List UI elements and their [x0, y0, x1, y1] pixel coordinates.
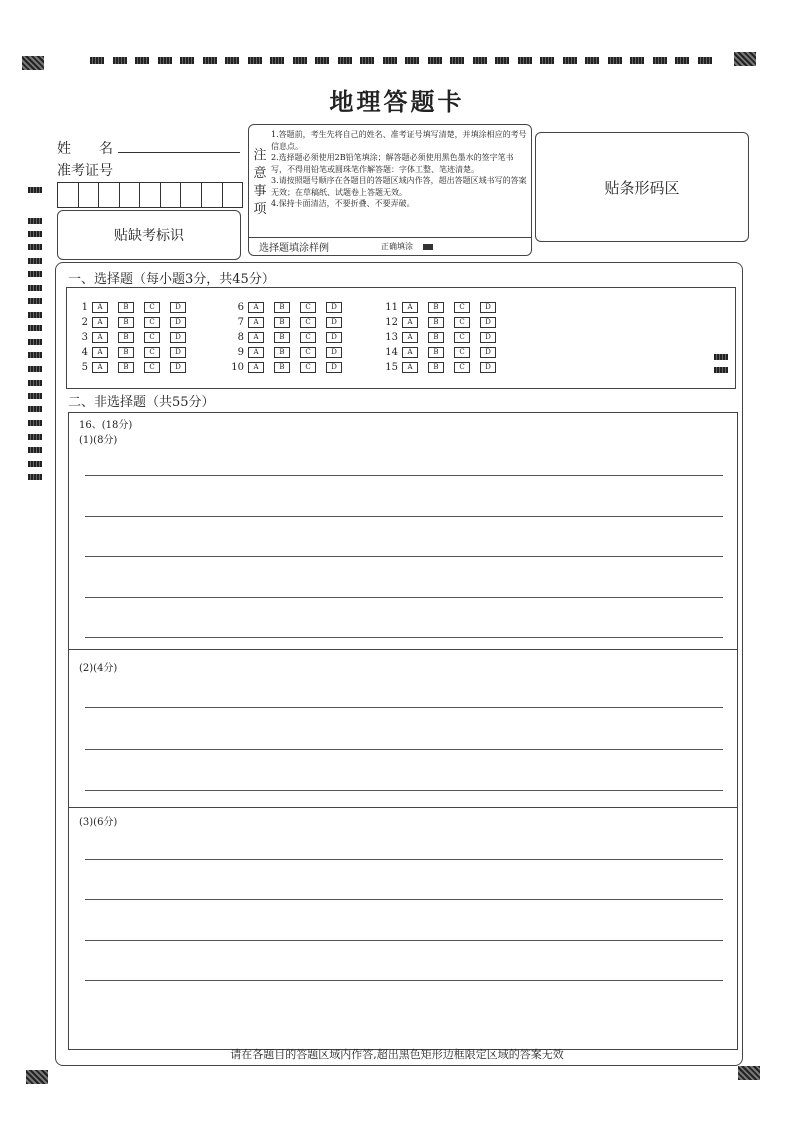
exam-digit-box[interactable] [202, 183, 223, 207]
option-bubble-d[interactable]: D [326, 362, 342, 373]
sub-divider [69, 807, 737, 808]
option-bubble-c[interactable]: C [300, 332, 316, 343]
corner-mark-top-right [734, 52, 756, 66]
exam-digit-box[interactable] [181, 183, 202, 207]
timing-mark [28, 325, 42, 331]
exam-digit-box[interactable] [79, 183, 100, 207]
option-bubble-c[interactable]: C [454, 332, 470, 343]
name-label: 姓 名 [57, 141, 113, 157]
question-number: 2 [81, 316, 88, 328]
option-bubble-c[interactable]: C [144, 332, 160, 343]
option-bubble-b[interactable]: B [118, 347, 134, 358]
notes-box [248, 124, 532, 256]
option-bubble-a[interactable]: A [92, 332, 108, 343]
timing-mark [563, 57, 577, 64]
timing-mark [28, 461, 42, 467]
question-number: 5 [81, 361, 88, 373]
sample-label: 选择题填涂样例 [259, 243, 329, 254]
answer-line [85, 899, 723, 900]
note-item: 3.请按照题号顺序在各题目的答题区域内作答，超出答题区域书写的答案无效；在草稿纸、试题卷上答题无效。 [271, 176, 527, 197]
choice-question-1 [70, 301, 196, 313]
option-bubble-c[interactable]: C [144, 347, 160, 358]
choice-question-6 [226, 301, 352, 313]
timing-mark [585, 57, 599, 64]
exam-digit-box[interactable] [223, 183, 243, 207]
timing-mark [28, 380, 42, 386]
note-item: 4.保持卡面清洁，不要折叠、不要弄破。 [271, 199, 415, 208]
option-bubble-c[interactable]: C [454, 347, 470, 358]
timing-mark [248, 57, 262, 64]
timing-mark [338, 57, 352, 64]
choice-question-3 [70, 331, 196, 343]
option-bubble-a[interactable]: A [402, 347, 418, 358]
timing-mark [653, 57, 667, 64]
option-bubble-a[interactable]: A [248, 317, 264, 328]
barcode-area [535, 132, 749, 242]
choice-question-9 [226, 346, 352, 358]
option-bubble-d[interactable]: D [170, 332, 186, 343]
option-bubble-d[interactable]: D [326, 347, 342, 358]
option-bubble-b[interactable]: B [274, 362, 290, 373]
note-item: 2.选择题必须使用2B铅笔填涂；解答题必须使用黑色墨水的签字笔书写，不得用铅笔或圆珠笔作解答题：字体工整、笔迹清楚。 [271, 153, 514, 174]
filled-sample-mark [423, 244, 433, 250]
option-bubble-c[interactable]: C [454, 362, 470, 373]
question-number: 7 [237, 316, 244, 328]
timing-mark [28, 447, 42, 453]
option-bubble-c[interactable]: C [144, 302, 160, 313]
corner-mark-top-left [22, 56, 44, 70]
question-number: 3 [81, 331, 88, 343]
timing-mark [28, 312, 42, 318]
sub3-label: (3)(6分) [79, 817, 118, 828]
option-bubble-b[interactable]: B [274, 332, 290, 343]
timing-mark [28, 187, 42, 193]
option-bubble-b[interactable]: B [274, 317, 290, 328]
timing-mark [28, 434, 42, 440]
option-bubble-a[interactable]: A [92, 362, 108, 373]
timing-mark [360, 57, 374, 64]
option-bubble-a[interactable]: A [92, 347, 108, 358]
choice-question-7 [226, 316, 352, 328]
question-number: 12 [385, 316, 398, 328]
notes-list [271, 129, 527, 210]
option-bubble-d[interactable]: D [326, 302, 342, 313]
note-item: 1.答题前，考生先将自己的姓名、准考证号填写清楚，并填涂相应的考号信息点。 [271, 130, 527, 151]
answer-line [85, 980, 723, 981]
answer-line [85, 597, 723, 598]
answer-line [85, 556, 723, 557]
question-number: 1 [81, 301, 88, 313]
option-bubble-c[interactable]: C [300, 362, 316, 373]
answer-line [85, 940, 723, 941]
answer-line [85, 516, 723, 517]
question-number: 11 [385, 301, 398, 313]
notes-label: 注意事项 [253, 148, 267, 217]
option-bubble-d[interactable]: D [170, 362, 186, 373]
corner-mark-bottom-right [738, 1066, 760, 1080]
option-bubble-d[interactable]: D [326, 332, 342, 343]
exam-number-boxes[interactable] [57, 182, 243, 208]
option-bubble-a[interactable]: A [248, 362, 264, 373]
q16-label: 16、(18分) [79, 420, 133, 431]
option-bubble-b[interactable]: B [274, 302, 290, 313]
timing-mark [225, 57, 239, 64]
option-bubble-c[interactable]: C [454, 302, 470, 313]
option-bubble-c[interactable]: C [300, 302, 316, 313]
timing-mark [473, 57, 487, 64]
option-bubble-a[interactable]: A [402, 362, 418, 373]
timing-mark [28, 406, 42, 412]
section2-title: 二、非选择题（共55分） [68, 395, 215, 410]
option-bubble-b[interactable]: B [428, 362, 444, 373]
timing-mark [495, 57, 509, 64]
timing-mark [270, 57, 284, 64]
sub2-label: (2)(4分) [79, 663, 118, 674]
choice-question-15 [380, 361, 506, 373]
choice-question-4 [70, 346, 196, 358]
option-bubble-d[interactable]: D [326, 317, 342, 328]
timing-mark [28, 244, 42, 250]
timing-mark [28, 474, 42, 480]
option-bubble-b[interactable]: B [118, 317, 134, 328]
exam-digit-box[interactable] [161, 183, 182, 207]
option-bubble-d[interactable]: D [480, 302, 496, 313]
option-bubble-a[interactable]: A [248, 302, 264, 313]
timing-mark [383, 57, 397, 64]
timing-mark [28, 258, 42, 264]
question-number: 4 [81, 346, 88, 358]
corner-mark-bottom-left [26, 1070, 48, 1084]
question-number: 10 [231, 361, 244, 373]
answer-line [85, 707, 723, 708]
timing-mark [675, 57, 689, 64]
option-bubble-d[interactable]: D [480, 317, 496, 328]
timing-mark [698, 57, 712, 64]
option-bubble-d[interactable]: D [170, 317, 186, 328]
option-bubble-a[interactable]: A [402, 332, 418, 343]
fill-sample-bar [249, 237, 531, 255]
option-bubble-d[interactable]: D [170, 347, 186, 358]
option-bubble-b[interactable]: B [428, 332, 444, 343]
option-bubble-d[interactable]: D [480, 332, 496, 343]
timing-mark [315, 57, 329, 64]
choice-question-5 [70, 361, 196, 373]
option-bubble-b[interactable]: B [118, 332, 134, 343]
option-bubble-b[interactable]: B [274, 347, 290, 358]
timing-mark [630, 57, 644, 64]
option-bubble-c[interactable]: C [300, 317, 316, 328]
timing-mark [428, 57, 442, 64]
question-number: 9 [237, 346, 244, 358]
answer-line [85, 790, 723, 791]
timing-mark [158, 57, 172, 64]
option-bubble-a[interactable]: A [248, 347, 264, 358]
question-number: 14 [385, 346, 398, 358]
choice-question-2 [70, 316, 196, 328]
sub1-label: (1)(8分) [79, 435, 118, 446]
option-bubble-b[interactable]: B [428, 317, 444, 328]
barcode-label: 贴条形码区 [604, 178, 680, 197]
timing-mark [113, 57, 127, 64]
choice-question-8 [226, 331, 352, 343]
option-bubble-a[interactable]: A [92, 302, 108, 313]
option-bubble-d[interactable]: D [480, 347, 496, 358]
question-number: 15 [385, 361, 398, 373]
timing-mark [28, 231, 42, 237]
section1-title: 一、选择题（每小题3分，共45分） [68, 272, 275, 287]
answer-line [85, 637, 723, 638]
sub-divider [69, 649, 737, 650]
answer-line [85, 475, 723, 476]
timing-mark [28, 218, 42, 224]
missing-exam-label: 贴缺考标识 [114, 228, 184, 244]
timing-mark [135, 57, 149, 64]
question-number: 13 [385, 331, 398, 343]
exam-digit-box[interactable] [58, 183, 79, 207]
option-bubble-b[interactable]: B [118, 302, 134, 313]
timing-mark [608, 57, 622, 64]
option-bubble-c[interactable]: C [144, 317, 160, 328]
answer-line [85, 859, 723, 860]
option-bubble-c[interactable]: C [454, 317, 470, 328]
missing-exam-box [57, 210, 241, 260]
exam-digit-box[interactable] [140, 183, 161, 207]
timing-mark [450, 57, 464, 64]
option-bubble-a[interactable]: A [248, 332, 264, 343]
timing-mark [540, 57, 554, 64]
option-bubble-c[interactable]: C [144, 362, 160, 373]
option-bubble-a[interactable]: A [402, 317, 418, 328]
timing-mark [180, 57, 194, 64]
answer-area-q16[interactable] [68, 412, 738, 1050]
timing-mark [28, 271, 42, 277]
timing-mark [405, 57, 419, 64]
exam-digit-box[interactable] [120, 183, 141, 207]
choice-question-10 [226, 361, 352, 373]
option-bubble-b[interactable]: B [428, 302, 444, 313]
question-number: 6 [237, 301, 244, 313]
choice-question-11 [380, 301, 506, 313]
answer-line [85, 749, 723, 750]
timing-mark [203, 57, 217, 64]
choice-question-12 [380, 316, 506, 328]
timing-mark [28, 393, 42, 399]
timing-mark [28, 298, 42, 304]
timing-mark [28, 420, 42, 426]
name-field[interactable] [118, 138, 240, 153]
choice-question-13 [380, 331, 506, 343]
option-bubble-b[interactable]: B [428, 347, 444, 358]
timing-mark [28, 285, 42, 291]
page-title: 地理答题卡 [329, 87, 465, 116]
timing-mark [28, 352, 42, 358]
option-bubble-a[interactable]: A [402, 302, 418, 313]
footer-note: 请在各题目的答题区域内作答,超出黑色矩形边框限定区域的答案无效 [230, 1048, 564, 1061]
option-bubble-b[interactable]: B [118, 362, 134, 373]
timing-mark [90, 57, 104, 64]
correct-fill-label: 正确填涂 [381, 242, 413, 251]
question-number: 8 [237, 331, 244, 343]
option-bubble-a[interactable]: A [92, 317, 108, 328]
exam-no-label: 准考证号 [57, 163, 113, 179]
exam-digit-box[interactable] [99, 183, 120, 207]
option-bubble-c[interactable]: C [300, 347, 316, 358]
option-bubble-d[interactable]: D [170, 302, 186, 313]
choice-question-14 [380, 346, 506, 358]
timing-mark [28, 366, 42, 372]
timing-mark [518, 57, 532, 64]
timing-mark [293, 57, 307, 64]
option-bubble-d[interactable]: D [480, 362, 496, 373]
timing-mark [28, 339, 42, 345]
